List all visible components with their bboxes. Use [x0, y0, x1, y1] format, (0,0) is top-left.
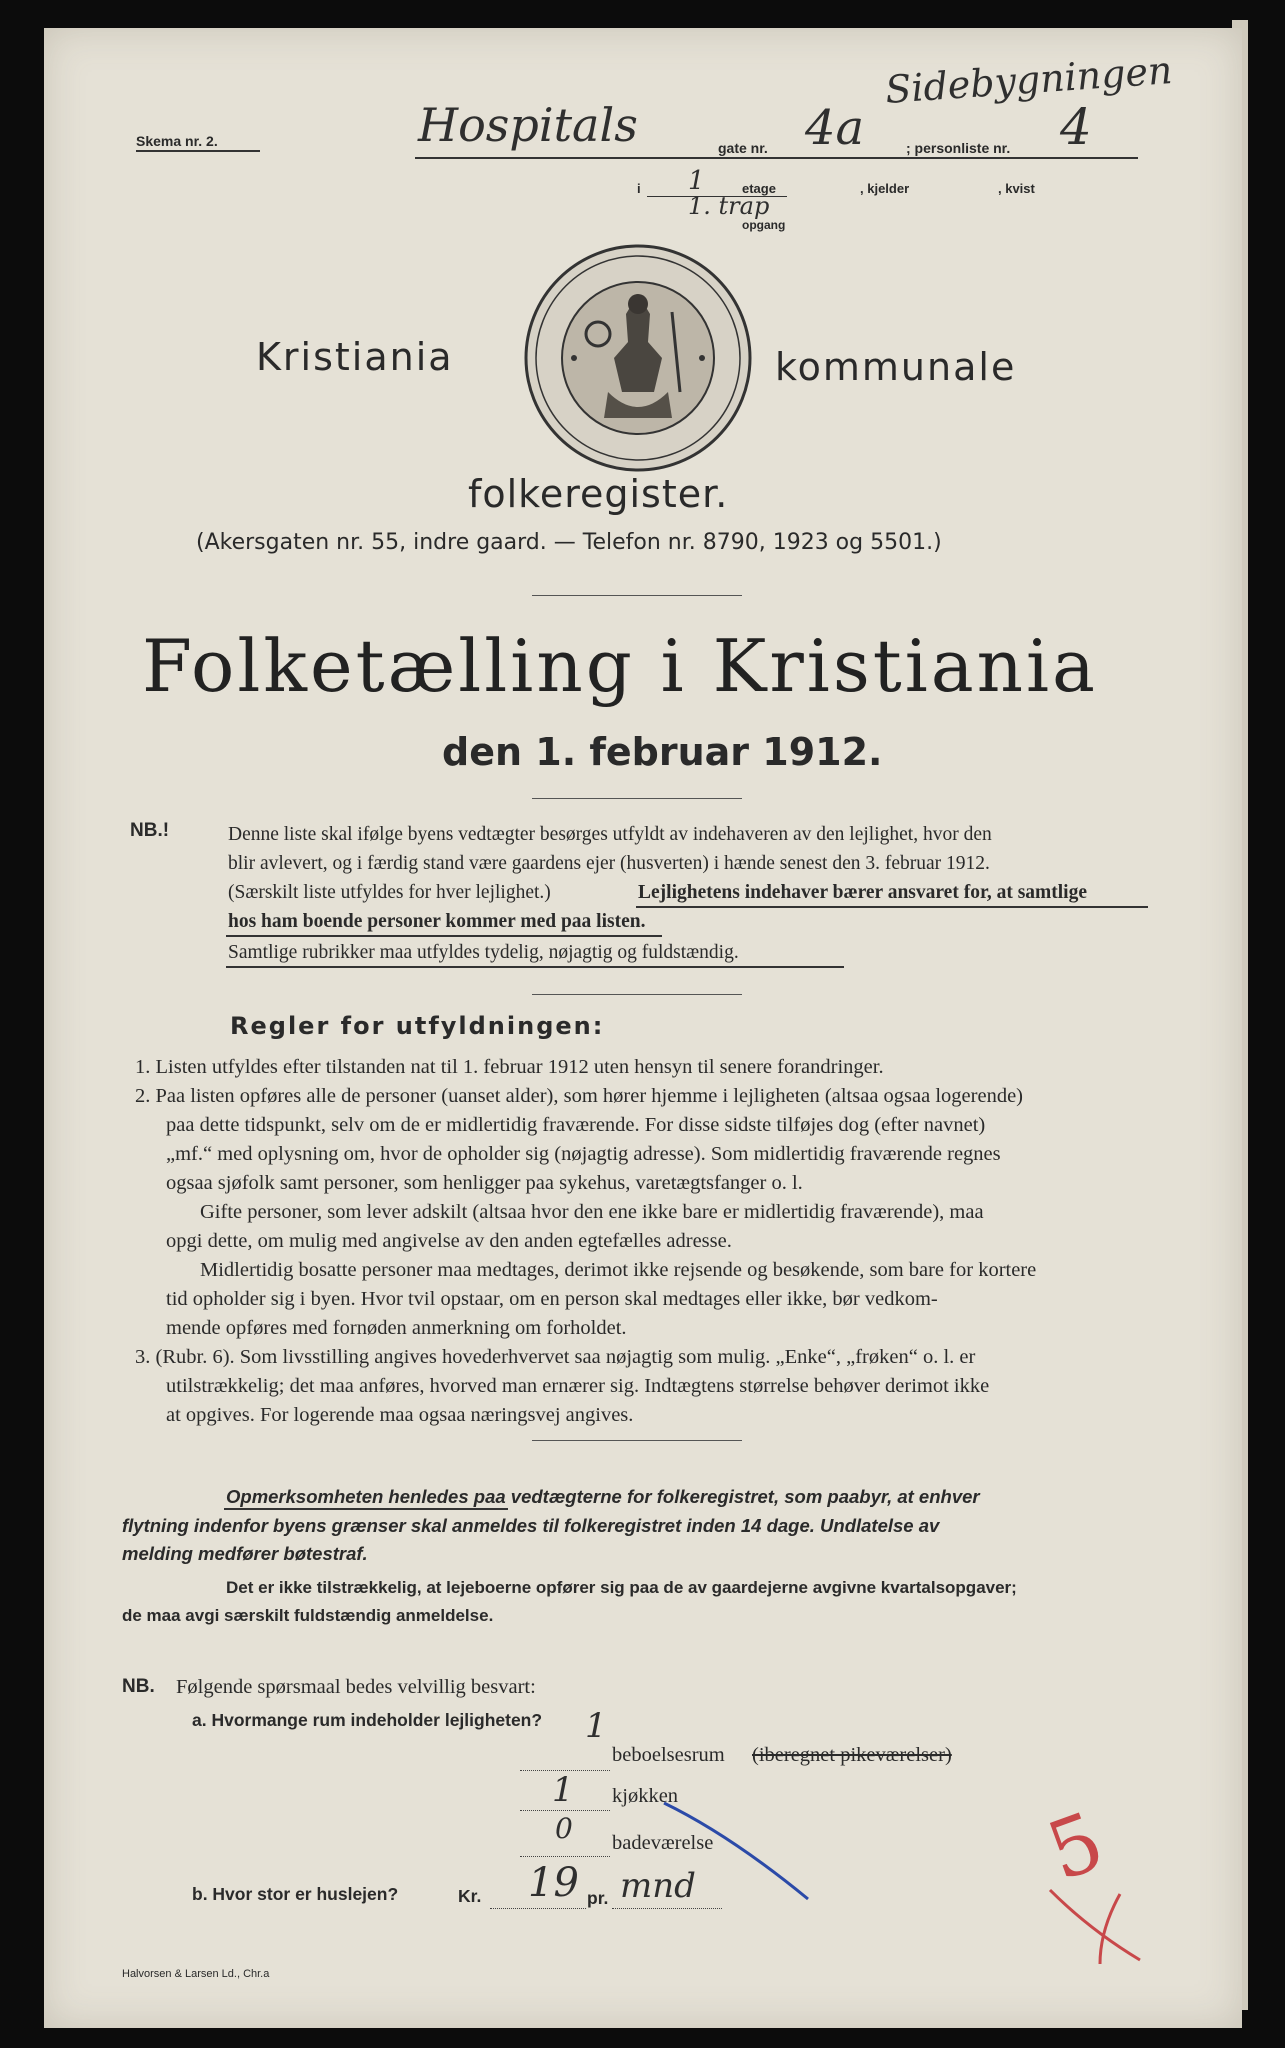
title-folkeregister: folkeregister.: [468, 472, 729, 516]
nb-line-2: blir avlevert, og i færdig stand være gaardens ejer (husverten) i hænde senest den 3. februar 1912.: [228, 853, 990, 874]
title-address: (Akersgaten nr. 55, indre gaard. — Telefon nr. 8790, 1923 og 5501.): [196, 530, 942, 555]
rule-2-line-1: 2. Paa listen opføres alle de personer (uanset alder), som hører hjemme i lejligheten (altsaa ogsaa logerende): [135, 1085, 1023, 1107]
gate-label: gate nr.: [718, 140, 768, 156]
rule-2-line-7: Midlertidig bosatte personer maa medtages, derimot ikke rejsende og besøkende, som bare for kortere: [200, 1259, 1037, 1281]
etage-label: etage: [742, 181, 776, 196]
personliste-value: 4: [1060, 98, 1092, 156]
margin-mark: 5: [1035, 1794, 1116, 1899]
rule-2-line-4: ogsaa sjøfolk samt personer, som henligger paa sykehus, varetægtsfanger o. l.: [166, 1172, 803, 1194]
red-cross-mark: [1040, 1880, 1150, 1970]
gate-value: 4a: [805, 100, 865, 156]
period-underline: [612, 1908, 722, 1909]
rule-2-line-6: opgi dette, om mulig med angivelse av den anden egtefælles adresse.: [166, 1230, 732, 1252]
rule-2-line-8: tid opholder sig i byen. Hvor tvil opstaar, om en person skal medtages eller ikke, bør vedkom-: [166, 1288, 938, 1310]
rule-3-line-1: 3. (Rubr. 6). Som livsstilling angives hovederhvervet saa nøjagtig som mulig. „Enke“, „frøken“ o. l. er: [135, 1346, 976, 1368]
kvist-label: , kvist: [998, 181, 1035, 196]
divider-4: [532, 1440, 742, 1441]
question-a: a. Hvormange rum indeholder lejligheten?: [192, 1710, 543, 1730]
city-seal-icon: [522, 242, 754, 474]
notice-line-4: Det er ikke tilstrækkelig, at lejeboerne opfører sig paa de av gaardejerne avgivne kvartalsopgaver;: [226, 1578, 1017, 1597]
opgang-label: opgang: [742, 218, 786, 232]
kr-label: Kr.: [458, 1886, 482, 1906]
nb-line-4: hos ham boende personer kommer med paa listen.: [228, 911, 646, 932]
notice-underline: [224, 1508, 508, 1510]
etage-value: 1: [688, 166, 705, 196]
kitchen-value: 1: [552, 1770, 574, 1810]
rooms-value: 1: [585, 1706, 607, 1746]
rule-2-line-9: mende opføres med fornøden anmerkning om forholdet.: [166, 1317, 627, 1339]
pr-label: pr.: [587, 1888, 609, 1908]
nb-line-5: Samtlige rubrikker maa utfyldes tydelig, nøjagtig og fuldstændig.: [228, 942, 739, 963]
opgang-value: 1. trap: [688, 192, 770, 220]
rule-2-line-3: „mf.“ med oplysning om, hvor de opholder sig (nøjagtig adresse). Som midlertidig fraværende regnes: [166, 1143, 1001, 1165]
questions-label: NB.: [122, 1676, 155, 1697]
notice-line-1: Opmerksomheten henledes paa vedtægterne for folkeregistret, som paabyr, at enhver: [226, 1486, 980, 1507]
rule-2-line-2: paa dette tidspunkt, selv om de er midlertidig fraværende. For disse sidste tilføjes dog (efter navnet): [166, 1114, 986, 1136]
period-value: mnd: [620, 1866, 696, 1906]
bath-value: 0: [555, 1812, 573, 1845]
personliste-label: ; personliste nr.: [906, 140, 1011, 156]
building-note: Sidebygningen: [883, 48, 1174, 112]
street-name: Hospitals: [418, 98, 638, 152]
kjelder-label: , kjelder: [860, 181, 910, 196]
printer-note: Halvorsen & Larsen Ld., Chr.a: [122, 1968, 270, 1980]
nb-underline-3: [226, 966, 844, 968]
rule-3-line-3: at opgives. For logerende maa ogsaa næringsvej angives.: [166, 1404, 634, 1426]
divider-2: [532, 798, 742, 799]
nb-label: NB.!: [130, 820, 170, 841]
notice-line-5: de maa avgi særskilt fuldstændig anmeldelse.: [122, 1606, 494, 1625]
rules-heading: Regler for utfyldningen:: [230, 1012, 605, 1040]
divider-1: [532, 595, 742, 596]
main-title: Folketælling i Kristiania: [142, 624, 1098, 708]
street-underline: [415, 157, 1138, 159]
notice-line-3: melding medfører bøtestraf.: [122, 1543, 368, 1564]
nb-line-3a: (Særskilt liste utfyldes for hver lejlighet.): [228, 882, 551, 903]
divider-3: [532, 994, 742, 995]
kitchen-underline: [520, 1810, 610, 1811]
rooms-label: beboelsesrum: [612, 1744, 725, 1766]
nb-line-1: Denne liste skal ifølge byens vedtægter besørges utfyldt av indehaveren av den lejlighet, hvor den: [228, 824, 992, 845]
schema-underline: [136, 150, 260, 152]
main-date: den 1. februar 1912.: [442, 730, 883, 774]
nb-line-3b: Lejlighetens indehaver bærer ansvaret for, at samtlige: [638, 882, 1088, 903]
rent-underline: [490, 1908, 586, 1909]
schema-label: Skema nr. 2.: [136, 133, 218, 149]
kitchen-label: kjøkken: [612, 1785, 679, 1807]
rule-2-line-5: Gifte personer, som lever adskilt (altsaa hvor den ene ikke bare er midlertidig fraværende), maa: [200, 1201, 984, 1223]
nb-underline-2: [226, 935, 662, 937]
i-label: i: [637, 181, 641, 196]
rule-1: 1. Listen utfyldes efter tilstanden nat til 1. februar 1912 uten hensyn til senere forandringer.: [135, 1056, 884, 1078]
notice-line-2: flytning indenfor byens grænser skal anmeldes til folkeregistret inden 14 dage. Undlatelse av: [122, 1515, 940, 1536]
title-kristiania: Kristiania: [256, 335, 454, 379]
rent-value: 19: [528, 1860, 579, 1906]
rooms-struck-note: (iberegnet pikeværelser): [752, 1744, 952, 1766]
bath-label: badeværelse: [612, 1832, 714, 1854]
bath-underline: [520, 1856, 610, 1857]
rule-3-line-2: utilstrækkelig; det maa anføres, hvorved man ernærer sig. Indtægtens størrelse behøver derimot ikke: [166, 1375, 990, 1397]
questions-intro: Følgende spørsmaal bedes velvillig besvart:: [176, 1676, 536, 1698]
question-b: b. Hvor stor er huslejen?: [192, 1884, 399, 1904]
title-kommunale: kommunale: [775, 345, 1017, 389]
nb-underline-1: [636, 906, 1148, 908]
